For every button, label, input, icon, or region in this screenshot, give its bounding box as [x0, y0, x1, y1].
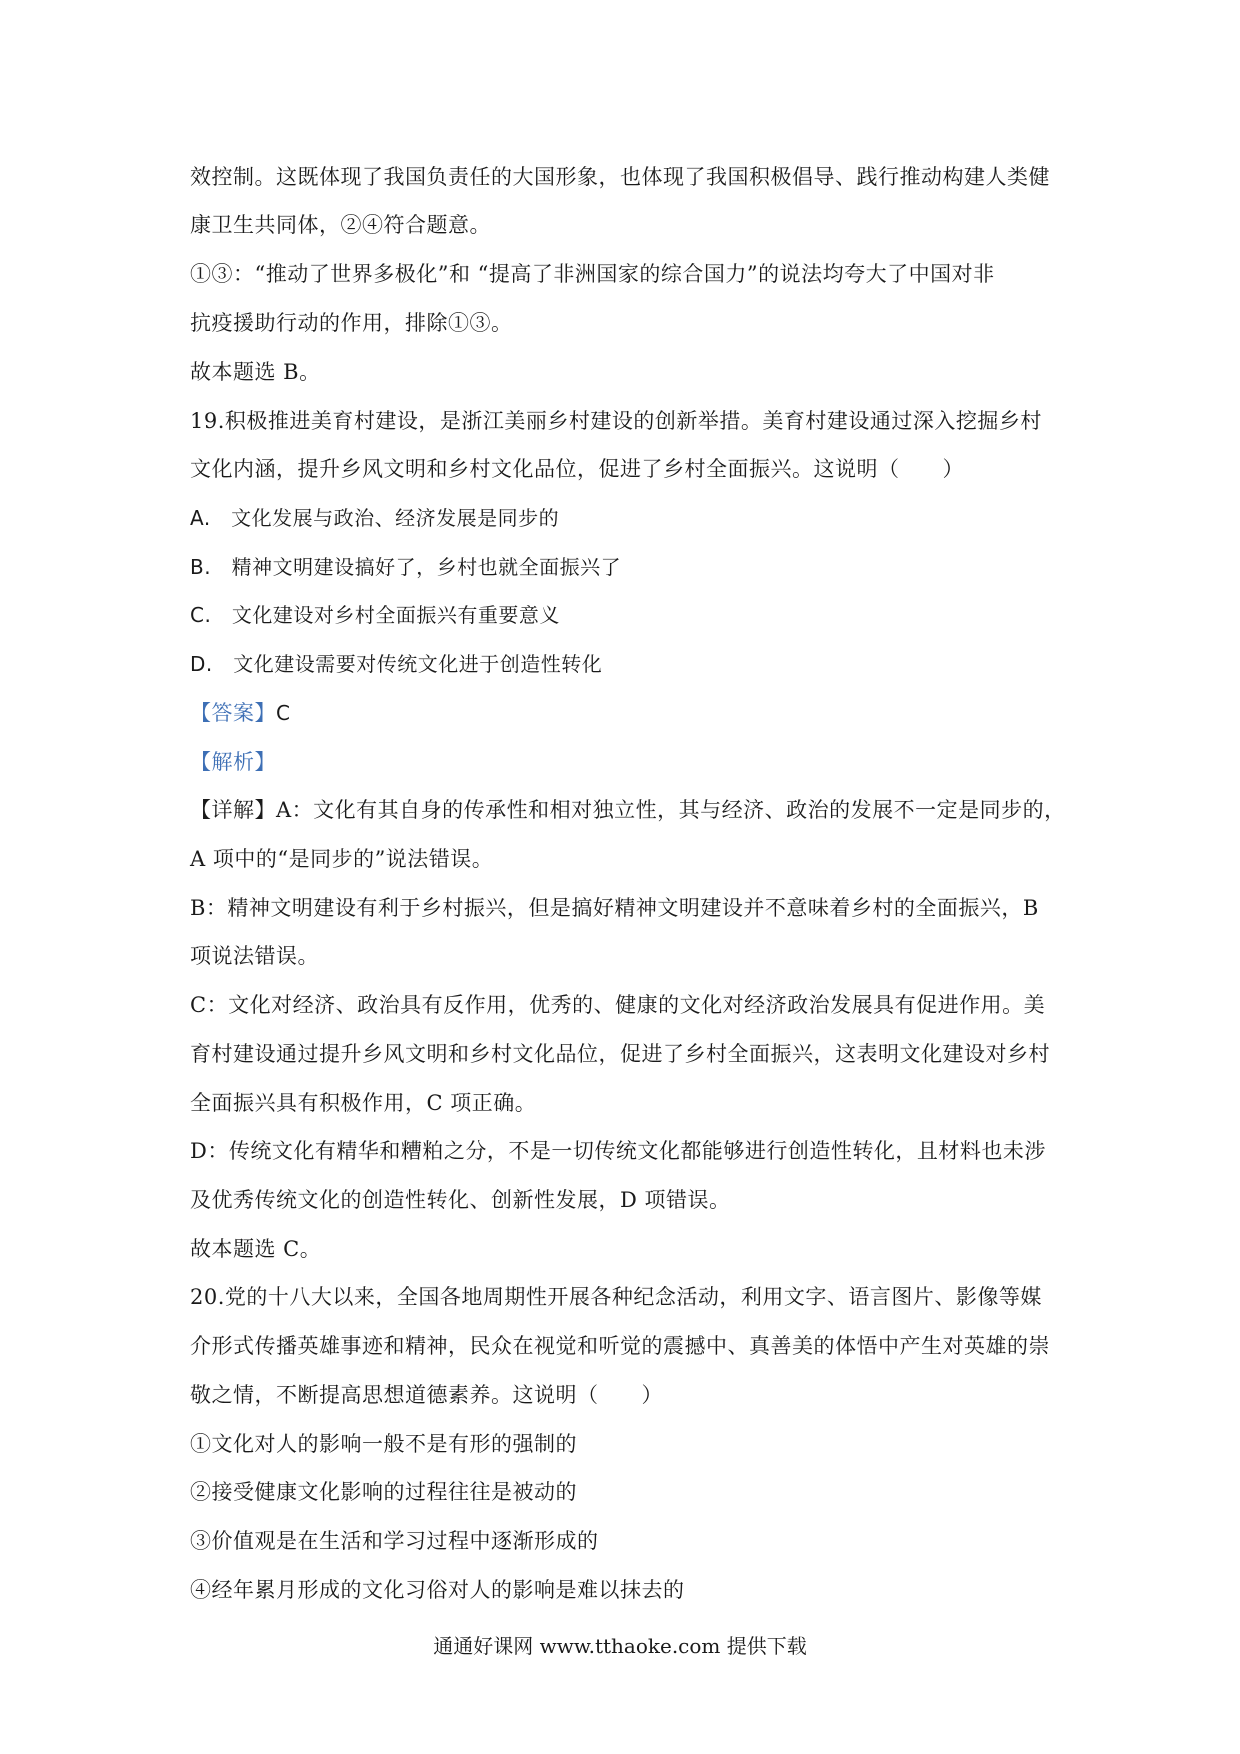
q19-detail-a-line-2: A 项中的“是同步的”说法错误。	[190, 847, 494, 871]
answer-value: C	[276, 701, 291, 725]
prev-explanation-line-1: 效控制。这既体现了我国负责任的大国形象，也体现了我国积极倡导、践行推动构建人类健	[190, 165, 1050, 189]
q19-detail-b-line-1: B：精神文明建设有利于乡村振兴，但是搞好精神文明建设并不意味着乡村的全面振兴，B	[190, 896, 1039, 920]
answer-label: 【答案】	[190, 701, 276, 725]
q19-stem-line-1: 19.积极推进美育村建设，是浙江美丽乡村建设的创新举措。美育村建设通过深入挖掘乡村	[190, 409, 1042, 433]
q19-option-a: A. 文化发展与政治、经济发展是同步的	[190, 506, 560, 530]
prev-explanation-line-2: 康卫生共同体，②④符合题意。	[190, 213, 491, 237]
q19-conclusion: 故本题选 C。	[190, 1237, 322, 1261]
detail-a-text: A：文化有其自身的传承性和相对独立性，其与经济、政治的发展不一定是同步的，	[276, 798, 1066, 822]
q20-item-1: ①文化对人的影响一般不是有形的强制的	[190, 1432, 577, 1456]
q19-option-b: B. 精神文明建设搞好了，乡村也就全面振兴了	[190, 555, 622, 579]
q19-detail-d-line-2: 及优秀传统文化的创造性转化、创新性发展，D 项错误。	[190, 1188, 731, 1212]
q20-item-4: ④经年累月形成的文化习俗对人的影响是难以抹去的	[190, 1578, 685, 1602]
q19-detail-c-line-3: 全面振兴具有积极作用，C 项正确。	[190, 1091, 537, 1115]
q19-answer	[190, 699, 290, 727]
q19-option-d: D. 文化建设需要对传统文化进于创造性转化	[190, 652, 603, 676]
q20-stem-line-3: 敬之情，不断提高思想道德素养。这说明（ ）	[190, 1383, 663, 1407]
prev-explanation-line-4: 抗疫援助行动的作用，排除①③。	[190, 311, 513, 335]
footer-source: 通通好课网 www.tthaoke.com 提供下载	[433, 1634, 807, 1658]
detail-label: 【详解】	[190, 798, 276, 822]
prev-conclusion: 故本题选 B。	[190, 360, 321, 384]
q20-item-3: ③价值观是在生活和学习过程中逐渐形成的	[190, 1529, 599, 1553]
q19-detail-c-line-1: C：文化对经济、政治具有反作用，优秀的、健康的文化对经济政治发展具有促进作用。美	[190, 993, 1046, 1017]
q20-stem-line-1: 20.党的十八大以来，全国各地周期性开展各种纪念活动，利用文字、语言图片、影像等媒	[190, 1285, 1042, 1309]
q19-stem-line-2: 文化内涵，提升乡风文明和乡村文化品位，促进了乡村全面振兴。这说明（ ）	[190, 457, 964, 481]
prev-explanation-line-3: ①③：“推动了世界多极化”和 “提高了非洲国家的综合国力”的说法均夸大了中国对非	[190, 262, 995, 286]
q20-item-2: ②接受健康文化影响的过程往往是被动的	[190, 1480, 577, 1504]
q19-detail-d-line-1: D：传统文化有精华和糟粕之分，不是一切传统文化都能够进行创造性转化，且材料也未涉	[190, 1139, 1046, 1163]
q19-detail-c-line-2: 育村建设通过提升乡风文明和乡村文化品位，促进了乡村全面振兴，这表明文化建设对乡村	[190, 1042, 1050, 1066]
q19-option-c: C. 文化建设对乡村全面振兴有重要意义	[190, 603, 560, 627]
analysis-label: 【解析】	[190, 750, 276, 774]
q19-detail-a-line-1	[190, 796, 1066, 824]
q20-stem-line-2: 介形式传播英雄事迹和精神，民众在视觉和听觉的震撼中、真善美的体悟中产生对英雄的崇	[190, 1334, 1050, 1358]
q19-detail-b-line-2: 项说法错误。	[190, 944, 319, 968]
